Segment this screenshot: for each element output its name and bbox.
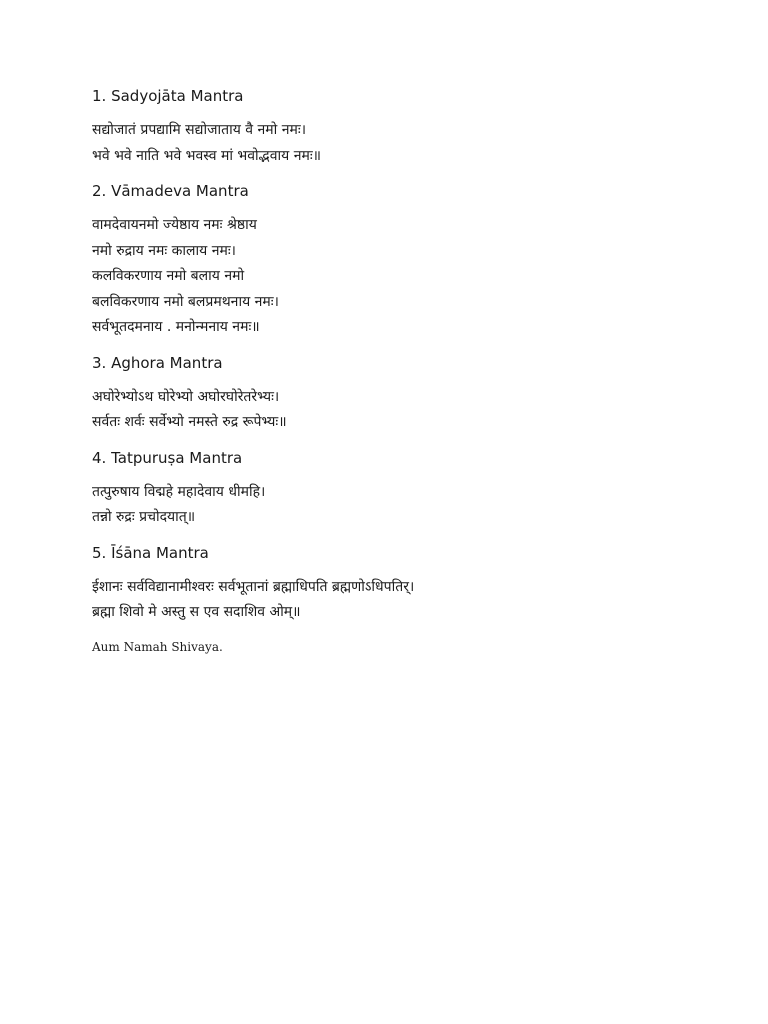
section-sadyojata [92, 86, 732, 169]
verse [92, 480, 732, 531]
section-tatpurusha [92, 448, 732, 531]
verse-line: बलविकरणाय नमो बलप्रमथनाय नमः। [92, 293, 279, 310]
verse-line: तत्पुरुषाय विद्महे महादेवाय धीमहि। [92, 483, 266, 500]
closing-line: Aum Namah Shivaya. [92, 639, 223, 654]
section-aghora [92, 353, 732, 436]
verse-line: कलविकरणाय नमो बलाय नमो [92, 268, 245, 284]
section-heading: 4. Tatpuruṣa Mantra [92, 448, 243, 467]
verse-line: वामदेवायनमो ज्येष्ठाय नमः श्रेष्ठाय [92, 217, 257, 233]
verse-line: अघोरेभ्योऽथ घोरेभ्यो अघोरघोरेतरेभ्यः। [92, 388, 280, 405]
section-heading: 1. Sadyojāta Mantra [92, 87, 244, 105]
verse-line: तन्नो रुद्रः प्रचोदयात्॥ [92, 509, 196, 525]
verse-line: सद्योजातं प्रपद्यामि सद्योजाताय वै नमो नमः। [92, 122, 306, 138]
document-page [92, 86, 732, 656]
verse-line: नमो रुद्राय नमः कालाय नमः। [92, 242, 236, 259]
section-heading: 2. Vāmadeva Mantra [92, 182, 249, 200]
section-ishana [92, 543, 732, 626]
verse [92, 118, 732, 169]
verse [92, 385, 732, 436]
verse-line: सर्वभूतदमनाय . मनोन्मनाय नमः॥ [92, 319, 260, 335]
verse-line: भवे भवे नाति भवे भवस्व मां भवोद्भवाय नमः॥ [92, 147, 322, 164]
section-heading: 5. Īśāna Mantra [92, 543, 209, 562]
verse [92, 213, 732, 341]
section-vamadeva [92, 181, 732, 341]
verse-line: ईशानः सर्वविद्यानामीश्वरः सर्वभूतानां ब्रह्माधिपति ब्रह्मणोऽधिपतिर्। [92, 578, 415, 595]
verse [92, 575, 732, 626]
section-heading: 3. Aghora Mantra [92, 353, 223, 372]
verse-line: सर्वतः शर्वः सर्वेभ्यो नमस्ते रुद्र रूपेभ्यः॥ [92, 414, 287, 430]
verse-line: ब्रह्मा शिवो मे अस्तु स एव सदाशिव ओम्॥ [92, 604, 301, 620]
